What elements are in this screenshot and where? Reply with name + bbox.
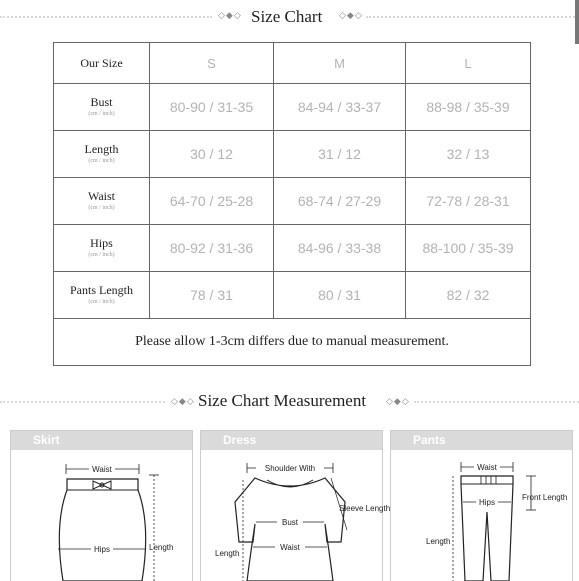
- size-value: 80 / 31: [274, 272, 406, 319]
- ornament-left: ◇◆◇: [171, 397, 195, 407]
- table-row: [54, 131, 531, 178]
- table-row: [54, 84, 531, 131]
- measure-name: Length: [84, 142, 119, 156]
- corner-label: Our Size: [54, 43, 150, 84]
- length-label: Length: [149, 543, 174, 552]
- hips-label: Hips: [478, 498, 496, 507]
- size-value: 32 / 13: [406, 131, 531, 178]
- row-label: [54, 131, 150, 178]
- size-header: M: [274, 43, 406, 84]
- panel-title: Pants: [391, 431, 572, 450]
- size-value: 80-90 / 31-35: [150, 84, 274, 131]
- pants-diagram: [391, 450, 572, 581]
- unit-label: (cm / inch): [88, 252, 115, 258]
- panel-title: Dress: [201, 431, 382, 450]
- size-chart-header: [0, 0, 579, 34]
- size-header: S: [150, 43, 274, 84]
- size-value: 68-74 / 27-29: [274, 178, 406, 225]
- row-label: [54, 272, 150, 319]
- measure-name: Waist: [87, 189, 116, 203]
- size-value: 80-92 / 31-36: [150, 225, 274, 272]
- sleeve-length-label: Sleeve Length: [339, 504, 391, 513]
- size-value: 84-94 / 33-37: [274, 84, 406, 131]
- table-row: [54, 225, 531, 272]
- size-value: 84-96 / 33-38: [274, 225, 406, 272]
- size-header: L: [406, 43, 531, 84]
- measurement-note: Please allow 1-3cm differs due to manual measurement.: [54, 319, 531, 366]
- bust-label: Bust: [281, 518, 299, 527]
- dress-panel: [200, 430, 391, 581]
- pants-panel: [390, 430, 573, 581]
- shoulder-label: Shoulder With: [264, 464, 316, 473]
- panel-title: Skirt: [11, 431, 192, 450]
- length-label: Length: [426, 537, 451, 546]
- measure-name: Hips: [90, 236, 113, 250]
- size-value: 64-70 / 25-28: [150, 178, 274, 225]
- section-title: Size Chart Measurement: [198, 391, 367, 410]
- waist-label: Waist: [280, 543, 300, 552]
- ornament-right: ◇◆◇: [386, 397, 410, 407]
- divider: [0, 16, 212, 18]
- unit-label: (cm / inch): [88, 158, 115, 164]
- table-row: [54, 272, 531, 319]
- table-row: [54, 178, 531, 225]
- table-header-row: [54, 43, 531, 84]
- row-label: [54, 225, 150, 272]
- dress-diagram: [201, 450, 391, 581]
- ornament-left: ◇◆◇: [218, 11, 242, 21]
- size-value: 31 / 12: [274, 131, 406, 178]
- ornament-right: ◇◆◇: [339, 11, 363, 21]
- unit-label: (cm / inch): [88, 111, 115, 117]
- skirt-diagram: [11, 450, 192, 581]
- unit-label: (cm / inch): [88, 299, 115, 305]
- unit-label: (cm / inch): [88, 205, 115, 211]
- measure-name: Pants Length: [70, 283, 133, 297]
- size-value: 30 / 12: [150, 131, 274, 178]
- size-table: [53, 42, 531, 366]
- length-label: Length: [215, 549, 240, 558]
- size-value: 88-100 / 35-39: [406, 225, 531, 272]
- page-title: Size Chart: [251, 7, 323, 26]
- divider: [0, 401, 165, 403]
- scrollbar[interactable]: [575, 0, 579, 44]
- hips-label: Hips: [93, 545, 111, 554]
- size-value: 82 / 32: [406, 272, 531, 319]
- front-length-label: Front Length: [522, 493, 568, 502]
- table-note-row: [54, 319, 531, 366]
- size-value: 78 / 31: [150, 272, 274, 319]
- waist-label: Waist: [92, 465, 112, 474]
- measure-name: Bust: [90, 95, 113, 109]
- divider: [414, 401, 579, 403]
- size-value: 72-78 / 28-31: [406, 178, 531, 225]
- row-label: [54, 178, 150, 225]
- skirt-panel: [10, 430, 193, 581]
- row-label: [54, 84, 150, 131]
- divider: [366, 16, 579, 18]
- size-value: 88-98 / 35-39: [406, 84, 531, 131]
- waist-label: Waist: [477, 463, 497, 472]
